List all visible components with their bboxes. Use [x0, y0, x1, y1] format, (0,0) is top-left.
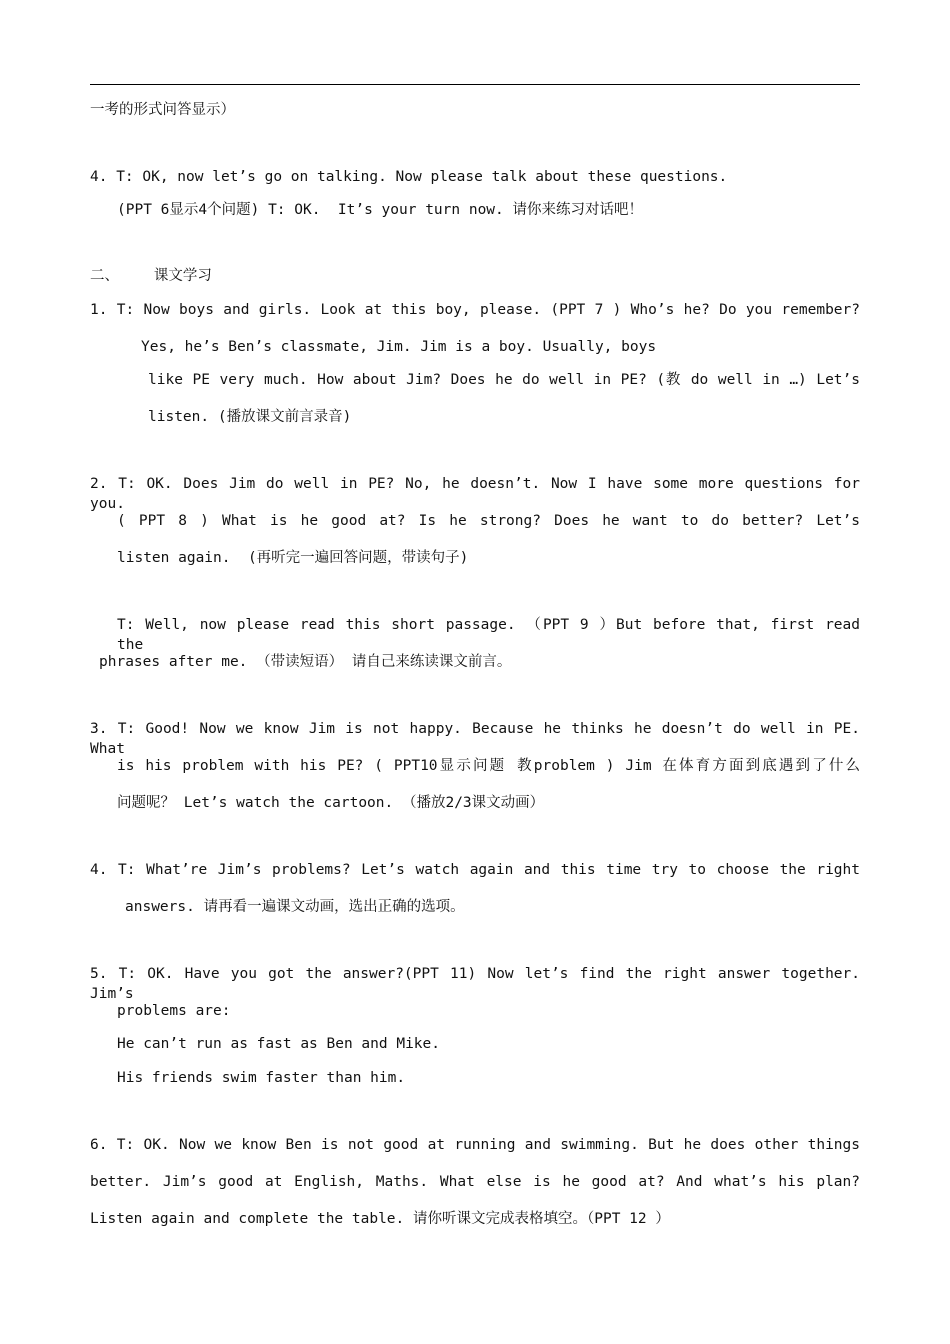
- item-5-line-2: problems are:: [117, 1003, 231, 1019]
- item-2-line-2: ( PPT 8 ) What is he good at? Is he strong? Does he want to do better? Let’s: [117, 513, 860, 529]
- section-2-title: 二、 课文学习: [90, 268, 212, 284]
- item-2b-line-1: T: Well, now please read this short passage. （PPT 9 ）But before that, first read the: [117, 617, 860, 653]
- header-text: 一考的形式问答显示）: [90, 102, 235, 118]
- item-1-line-4: listen. (播放课文前言录音): [148, 409, 352, 425]
- item-1-line-2: Yes, he’s Ben’s classmate, Jim. Jim is a boy. Usually, boys: [141, 339, 657, 355]
- item-5-line-4: His friends swim faster than him.: [117, 1070, 406, 1086]
- header-rule: [90, 84, 860, 85]
- item-5-line-1: 5. T: OK. Have you got the answer?(PPT 11) Now let’s find the right answer together. Jim’s: [90, 966, 860, 1002]
- step-4-line-1: 4. T: OK, now let’s go on talking. Now please talk about these questions.: [90, 169, 728, 185]
- item-6-line-3: Listen again and complete the table. 请你听课文完成表格填空。（PPT 12 ）: [90, 1211, 670, 1227]
- item-1-line-3: like PE very much. How about Jim? Does he do well in PE? (教 do well in …) Let’s: [148, 372, 860, 388]
- item-3-line-2: is his problem with his PE? ( PPT10显示问题 教problem ) Jim 在体育方面到底遇到了什么: [117, 758, 860, 774]
- item-2b-line-2: phrases after me. （带读短语） 请自己来练读课文前言。: [99, 654, 512, 670]
- item-6-line-2: better. Jim’s good at English, Maths. What else is he good at? And what’s his plan?: [90, 1174, 860, 1190]
- item-3-line-3: 问题呢？ Let’s watch the cartoon. （播放2/3课文动画）: [117, 795, 545, 811]
- item-2-line-1: 2. T: OK. Does Jim do well in PE? No, he doesn’t. Now I have some more questions for you.: [90, 476, 860, 512]
- item-4-line-2: answers. 请再看一遍课文动画，选出正确的选项。: [125, 899, 465, 915]
- item-5-line-3: He can’t run as fast as Ben and Mike.: [117, 1036, 441, 1052]
- item-2-line-3: listen again. (再听完一遍回答问题，带读句子): [117, 550, 469, 566]
- item-3-line-1: 3. T: Good! Now we know Jim is not happy. Because he thinks he doesn’t do well in PE. What: [90, 721, 860, 757]
- item-6-line-1: 6. T: OK. Now we know Ben is not good at running and swimming. But he does other things: [90, 1137, 860, 1153]
- item-4-line-1: 4. T: What’re Jim’s problems? Let’s watch again and this time try to choose the right: [90, 862, 860, 878]
- item-1-line-1: 1. T: Now boys and girls. Look at this boy, please. (PPT 7 ) Who’s he? Do you remember?: [90, 302, 860, 318]
- step-4-line-2: (PPT 6显示4个问题) T: OK. It’s your turn now. 请你来练习对话吧！: [117, 202, 643, 218]
